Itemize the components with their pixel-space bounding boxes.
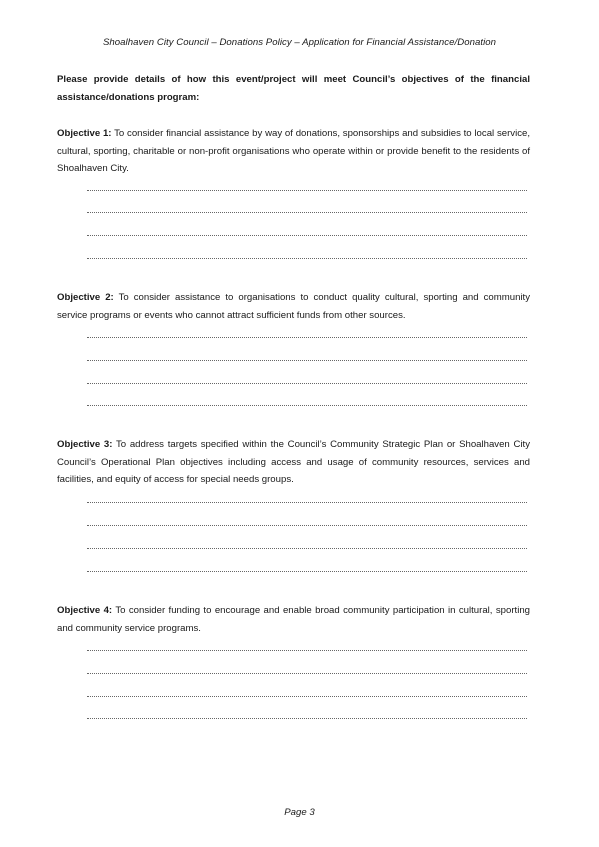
objective-2: [57, 289, 530, 324]
objective-4: [57, 602, 530, 637]
objective-1-answer-line-3[interactable]: [87, 235, 527, 236]
objective-1-text: To consider financial assistance by way of donations, sponsorships and subsidies to local service, cultural, sporting, charitable or non-profit organisations who operate within or provide benefit to the residents of Shoalhaven City.: [57, 128, 530, 174]
objective-2-text: To consider assistance to organisations to conduct quality cultural, sporting and community service programs or events who cannot attract sufficient funds from other sources.: [57, 292, 530, 321]
objective-3-answer-line-3[interactable]: [87, 548, 527, 549]
objective-4-text: To consider funding to encourage and enable broad community participation in cultural, sporting and community service programs.: [57, 605, 530, 634]
objective-1: [57, 125, 530, 178]
objective-4-answer-line-2[interactable]: [87, 673, 527, 674]
intro-instructions: Please provide details of how this event/project will meet Council’s objectives of the financial assistance/donations program:: [57, 74, 530, 103]
page-number: Page 3: [284, 807, 315, 818]
objective-1-answer-line-1[interactable]: [87, 190, 527, 191]
objective-3-answer-line-4[interactable]: [87, 571, 527, 572]
objective-3-text: To address targets specified within the Council’s Community Strategic Plan or Shoalhaven City Council’s Operational Plan objectives including access and usage of community resources, services and facilities, and equity of access for special needs groups.: [57, 439, 531, 485]
page-header: Shoalhaven City Council – Donations Policy – Application for Financial Assistance/Donation: [102, 37, 497, 48]
objective-3: [57, 436, 530, 489]
objective-2-answer-line-4[interactable]: [87, 405, 527, 406]
objective-2-answer-line-2[interactable]: [87, 360, 527, 361]
objective-3-answer-line-2[interactable]: [87, 525, 527, 526]
objective-1-label: Objective 1:: [57, 128, 112, 139]
objective-2-answer-line-1[interactable]: [87, 337, 527, 338]
objective-4-label: Objective 4:: [57, 605, 113, 616]
objective-1-answer-line-2[interactable]: [87, 212, 527, 213]
objective-3-label: Objective 3:: [57, 439, 113, 450]
objective-1-answer-line-4[interactable]: [87, 258, 527, 259]
objective-3-answer-line-1[interactable]: [87, 502, 527, 503]
objective-2-answer-line-3[interactable]: [87, 383, 527, 384]
objective-4-answer-line-3[interactable]: [87, 696, 527, 697]
objective-4-answer-line-1[interactable]: [87, 650, 527, 651]
objective-4-answer-line-4[interactable]: [87, 718, 527, 719]
objective-2-label: Objective 2:: [57, 292, 114, 303]
